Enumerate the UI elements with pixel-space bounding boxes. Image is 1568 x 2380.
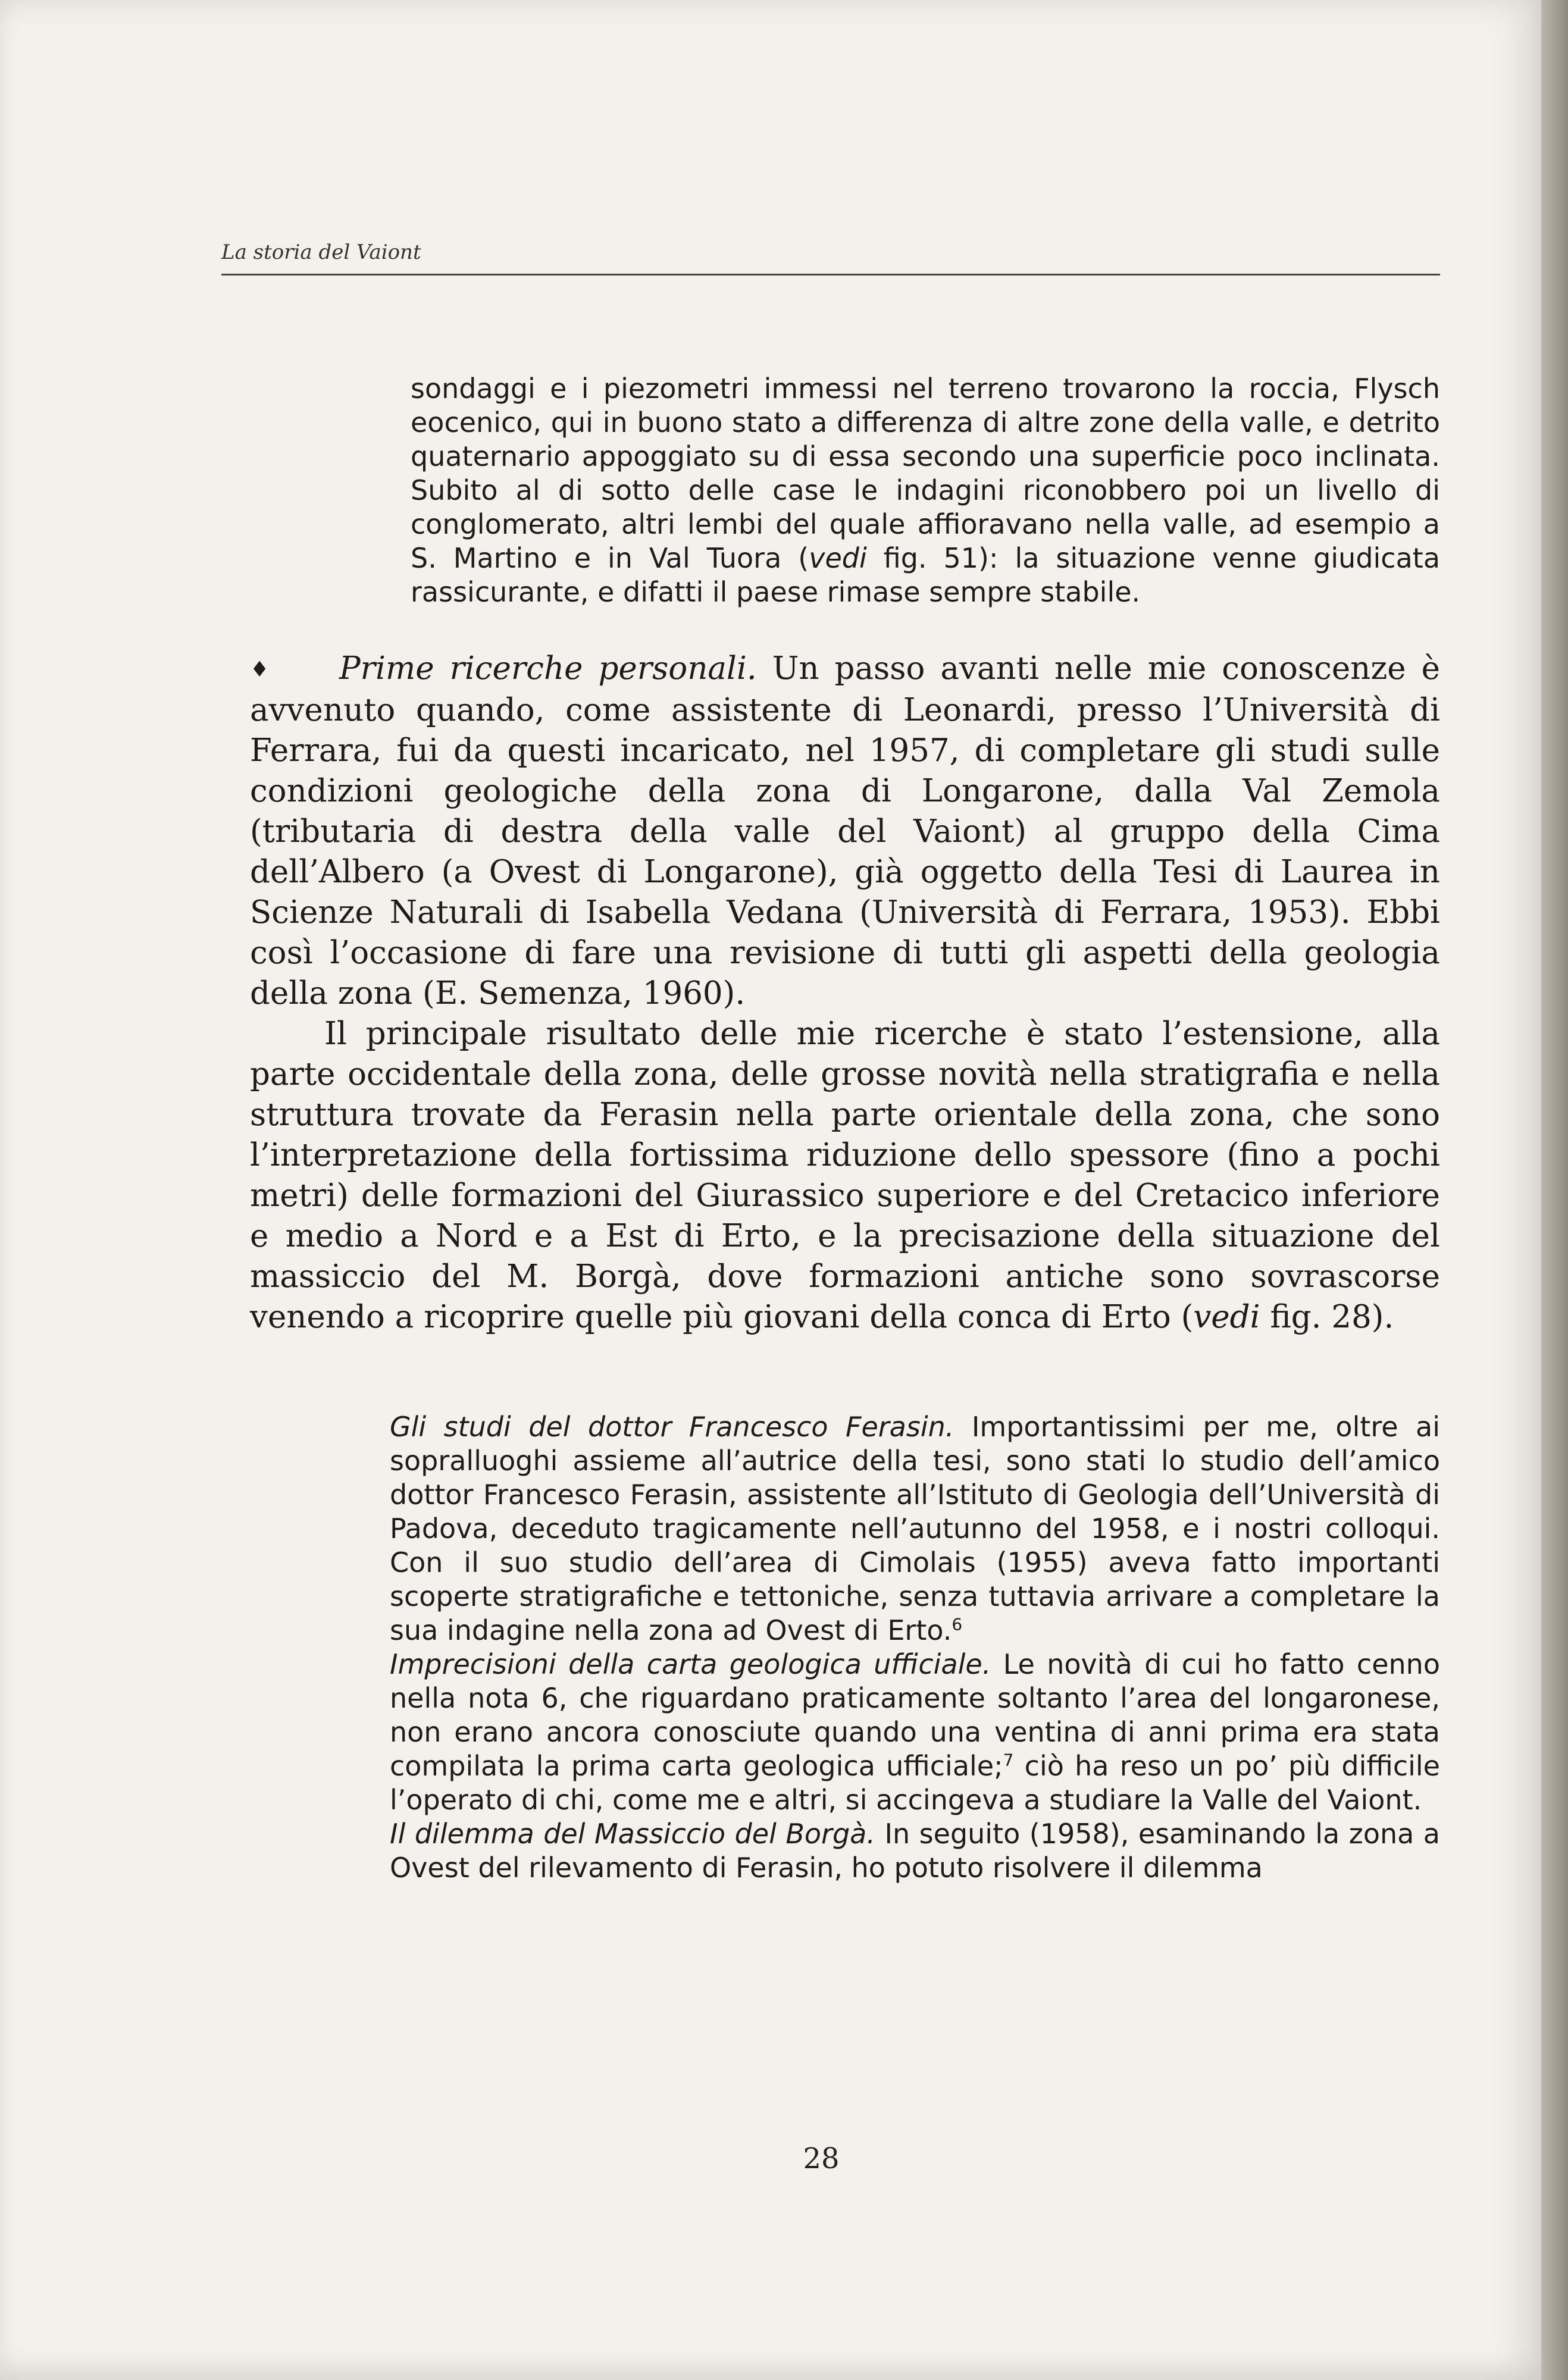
diamond-bullet-icon: ♦: [250, 657, 270, 682]
note-carta-geologica: [390, 1648, 1440, 1817]
main-text: [250, 649, 1440, 1338]
note-heading: Gli studi del dottor Francesco Ferasin.: [390, 1411, 954, 1443]
footnote-ref: 7: [1003, 1750, 1014, 1770]
section-text: Un passo avanti nelle mie conoscenze è avvenuto quando, come assistente di Leonardi, presso l’Università di Ferrara, fui da questi incaricato, nel 1957, di completare gli studi sulle condizioni geologiche della zona di Longarone, dalla Val Zemola (tributaria di destra della valle del Vaiont) al gruppo della Cima dell’Albero (a Ovest di Longarone), già oggetto della Tesi di Laurea in Scienze Naturali di Isabella Vedana (Università di Ferrara, 1953). Ebbi così l’occasione di fare una revisione di tutti gli aspetti della geologia della zona (E. Semenza, 1960).: [250, 650, 1440, 1012]
paragraph2-text: Il principale risultato delle mie ricerche è stato l’estensione, alla parte occidentale della zona, delle grosse novità nella stratigrafia e nella struttura trovate da Ferasin nella parte orientale della zona, che sono l’interpretazione della fortissima riduzione dello spessore (fino a pochi metri) delle formazioni del Giurassico superiore e del Cretacico inferiore e medio a Nord e a Est di Erto, e la precisazione della situazione del massiccio del M. Borgà, dove formazioni antiche sono sovrascorse venendo a ricoprire quelle più giovani della conca di Erto (: [250, 1016, 1440, 1335]
intro-vedi: vedi: [809, 542, 867, 574]
note-text-end: ciò ha reso un po’ più difficile l’operato di chi, come me e altri, si accingeva a studiare la Valle del Vaiont.: [390, 1750, 1440, 1816]
note-heading: Il dilemma del Massiccio del Borgà.: [390, 1818, 875, 1850]
intro-text: sondaggi e i piezometri immessi nel terreno trovarono la roccia, Flysch eocenico, qui in buono stato a differenza di altre zone della valle, e detrito quaternario appoggiato su di essa secondo una superficie poco inclinata. Subito al di sotto delle case le indagini riconobbero poi un livello di conglomerato, altri lembi del quale affioravano nella valle, ad esempio a S. Martino e in Val Tuora (: [411, 372, 1440, 574]
note-heading: Imprecisioni della carta geologica ufficiale.: [390, 1648, 991, 1680]
note-text: Le novità di cui ho fatto cenno nella nota 6, che riguardano praticamente soltanto l’area del longaronese, non erano ancora conosciute quando una ventina di anni prima era stata compilata la prima carta geologica ufficiale;: [390, 1648, 1440, 1782]
footnote-ref: 6: [952, 1614, 963, 1634]
section-paragraph: [250, 649, 1440, 1014]
notes-block: [390, 1410, 1440, 1885]
intro-paragraph: [411, 372, 1440, 609]
note-text: In seguito (1958), esaminando la zona a Ovest del rilevamento di Ferasin, ho potuto risolvere il dilemma: [390, 1818, 1440, 1884]
note-borga: [390, 1817, 1440, 1885]
note-text: Importantissimi per me, oltre ai sopralluoghi assieme all’autrice della tesi, sono stati lo studio dell’amico dottor Francesco Ferasin, assistente all’Istituto di Geologia dell’Università di Padova, deceduto tragicamente nell’autunno del 1958, e i nostri colloqui. Con il suo studio dell’area di Cimolais (1955) aveva fatto importanti scoperte stratigrafiche e tettoniche, senza tuttavia arrivare a completare la sua indagine nella zona ad Ovest di Erto.: [390, 1411, 1440, 1646]
paragraph2-end: fig. 28).: [1260, 1299, 1394, 1335]
page-number: 28: [803, 2142, 840, 2175]
intro-text-end: fig. 51): la situazione venne giudicata rassicurante, e difatti il paese rimase sempre stabile.: [411, 542, 1441, 608]
paragraph2-vedi: vedi: [1193, 1299, 1260, 1335]
second-paragraph: [250, 1014, 1440, 1338]
running-title: La storia del Vaiont: [221, 240, 421, 264]
section-heading: Prime ricerche personali.: [339, 650, 757, 687]
note-ferasin: [390, 1410, 1440, 1648]
page-edge: [1541, 0, 1568, 2380]
header-rule: [221, 274, 1440, 275]
